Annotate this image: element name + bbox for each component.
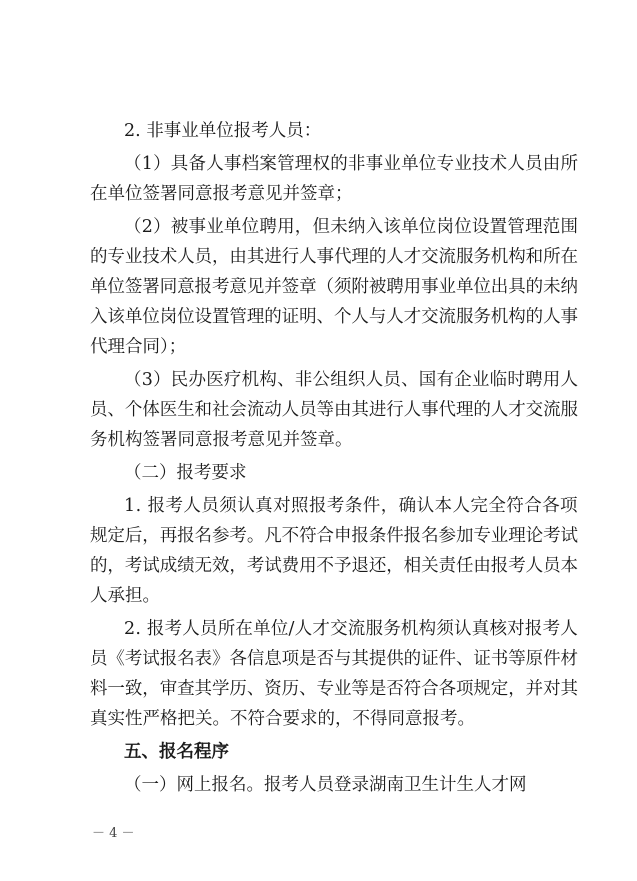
text-line: 2. 报考人员所在单位/人才交流服务机构须认真核对报考人 xyxy=(124,619,578,639)
text-line: 1. 报考人员须认真对照报考条件，确认本人完全符合各项 xyxy=(124,496,578,516)
text-line: 员《考试报名表》各信息项是否与其提供的证件、证书等原件材 xyxy=(90,649,578,669)
page-number: － 4 － xyxy=(92,826,135,841)
text-line: 规定后，再报名参考。凡不符合申报条件报名参加专业理论考试 xyxy=(90,526,578,546)
text-line: 2. 非事业单位报考人员： xyxy=(124,121,322,141)
text-line: 在单位签署同意报考意见并签章； xyxy=(90,184,353,204)
text-line: 人承担。 xyxy=(90,586,160,606)
text-line: （2）被事业单位聘用，但未纳入该单位岗位设置管理范围 xyxy=(124,217,579,237)
text-line: 单位签署同意报考意见并签章（须附被聘用事业单位出具的未纳 xyxy=(90,277,578,297)
text-line: （3）民办医疗机构、非公组织人员、国有企业临时聘用人 xyxy=(124,370,579,390)
section-heading: 五、报名程序 xyxy=(124,742,229,762)
text-line: 务机构签署同意报考意见并签章。 xyxy=(90,430,353,450)
text-line: 员、个体医生和社会流动人员等由其进行人事代理的人才交流服 xyxy=(90,400,578,420)
text-line: 真实性严格把关。不符合要求的，不得同意报考。 xyxy=(90,709,475,729)
text-line: （1）具备人事档案管理权的非事业单位专业技术人员由所 xyxy=(124,154,579,174)
text-line: （一）网上报名。报考人员登录湖南卫生计生人才网 xyxy=(124,775,527,795)
text-line: 代理合同）； xyxy=(90,337,187,357)
text-line: （二）报考要求 xyxy=(124,463,247,483)
text-line: 的，考试成绩无效，考试费用不予退还，相关责任由报考人员本 xyxy=(90,556,578,576)
text-line: 料一致，审查其学历、资历、专业等是否符合各项规定，并对其 xyxy=(90,679,578,699)
text-line: 入该单位岗位设置管理的证明、个人与人才交流服务机构的人事 xyxy=(90,307,578,327)
text-line: 的专业技术人员，由其进行人事代理的人才交流服务机构和所在 xyxy=(90,247,578,267)
